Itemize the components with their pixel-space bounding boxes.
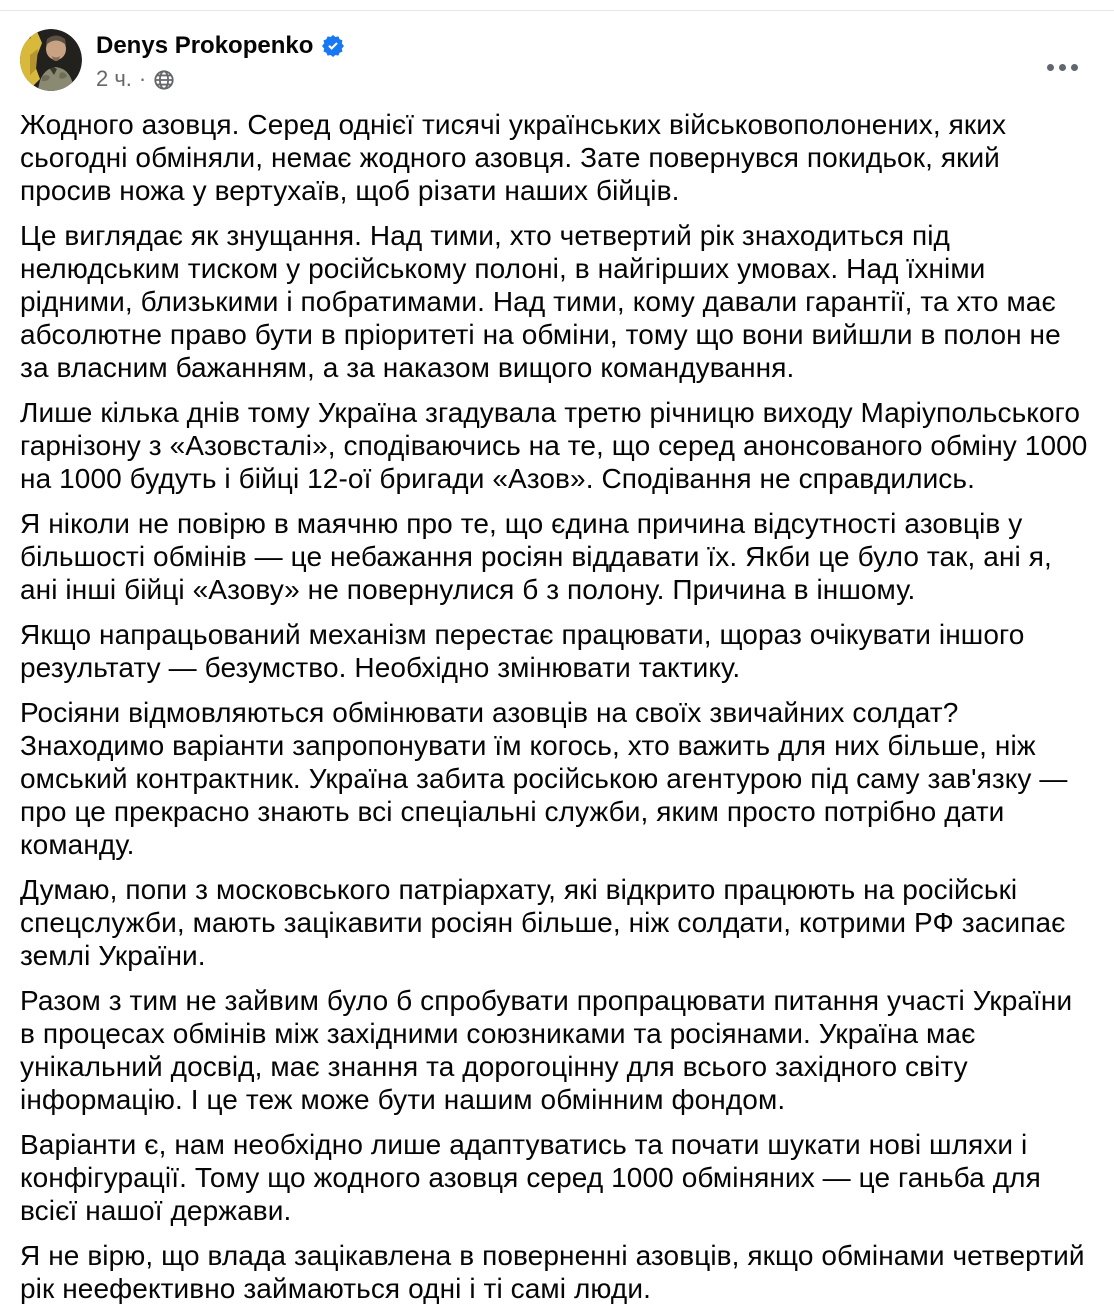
post-paragraph: Жодного азовця. Серед однієї тисячі українських військовополонених, яких сьогодні обміняли, немає жодного азовця. Зате повернувся покидьок, який просив ножа у вертухаїв, щоб різати наших бійців. bbox=[20, 109, 1007, 206]
more-options-button[interactable] bbox=[1034, 49, 1090, 85]
meta-separator: · bbox=[138, 66, 147, 91]
ellipsis-icon bbox=[1059, 64, 1066, 71]
avatar[interactable] bbox=[20, 29, 82, 91]
post-paragraph: Це виглядає як знущання. Над тими, хто четвертий рік знаходиться під нелюдським тиском у російському полоні, в найгірших умовах. Над їхніми рідними, близькими і побратимами. Над тими, кому давали гарантії, та хто має абсолютне право бути в пріоритеті на обміни, тому що вони вийшли в полон не за власним бажанням, а за наказом вищого командування. bbox=[20, 220, 1061, 383]
ellipsis-icon bbox=[1047, 64, 1054, 71]
timestamp[interactable]: 2 ч. bbox=[96, 66, 132, 91]
verified-badge-icon bbox=[322, 35, 344, 57]
post-paragraph: Лише кілька днів тому Україна згадувала третю річницю виходу Маріупольського гарнізону з «Азовсталі», сподіваючись на те, що серед анонсованого обміну 1000 на 1000 будуть і бійці 12-ої бригади «Азов». Сподівання не справдились. bbox=[20, 397, 1088, 494]
globe-icon bbox=[153, 69, 175, 91]
post-paragraph: Разом з тим не зайвим було б спробувати пропрацювати питання участі України в процесах обмінів між західними союзниками та росіянами. Україна має унікальний досвід, має знання та дорогоцінну для всього західного світу інформацію. І це теж може бути нашим обмінним фондом. bbox=[20, 985, 1073, 1115]
header-text bbox=[96, 29, 344, 92]
post-paragraph: Варіанти є, нам необхідно лише адаптуватись та почати шукати нові шляхи і конфігурації. Тому що жодного азовця серед 1000 обміняних — це ганьба для всієї нашої держави. bbox=[20, 1129, 1041, 1226]
post-paragraph: Думаю, попи з московського патріархату, які відкрито працюють на російські спецслужби, мають зацікавити росіян більше, ніж солдати, котрими РФ засипає землі України. bbox=[20, 874, 1066, 971]
post-paragraph: Я ніколи не повірю в маячню про те, що єдина причина відсутності азовців у більшості обмінів — це небажання росіян віддавати їх. Якби це було так, ані я, ані інші бійці «Азову» не повернулися б з полону. Причина в іншому. bbox=[20, 508, 1052, 605]
author-name[interactable]: Denys Prokopenko bbox=[96, 32, 314, 59]
name-row bbox=[96, 31, 344, 61]
post-paragraph: Я не вірю, що влада зацікавлена в поверненні азовців, якщо обмінами четвертий рік неефективно займаються одні і ті самі люди. bbox=[20, 1240, 1085, 1304]
post-header bbox=[0, 11, 1114, 102]
ellipsis-icon bbox=[1071, 64, 1078, 71]
facebook-post-card bbox=[0, 10, 1114, 1313]
post-paragraph: Якщо напрацьований механізм перестає працювати, щораз очікувати іншого результату — безумство. Необхідно змінювати тактику. bbox=[20, 619, 1025, 683]
post-body bbox=[0, 102, 1114, 1313]
avatar-image bbox=[20, 29, 82, 91]
post-paragraph: Росіяни відмовляються обмінювати азовців на своїх звичайних солдат? Знаходимо варіанти запропонувати їм когось, хто важить для них більше, ніж омський контрактник. Україна забита російською агентурою під саму зав'язку — про це прекрасно знають всі спеціальні служби, яким просто потрібно дати команду. bbox=[20, 697, 1068, 860]
post-meta bbox=[96, 66, 344, 92]
